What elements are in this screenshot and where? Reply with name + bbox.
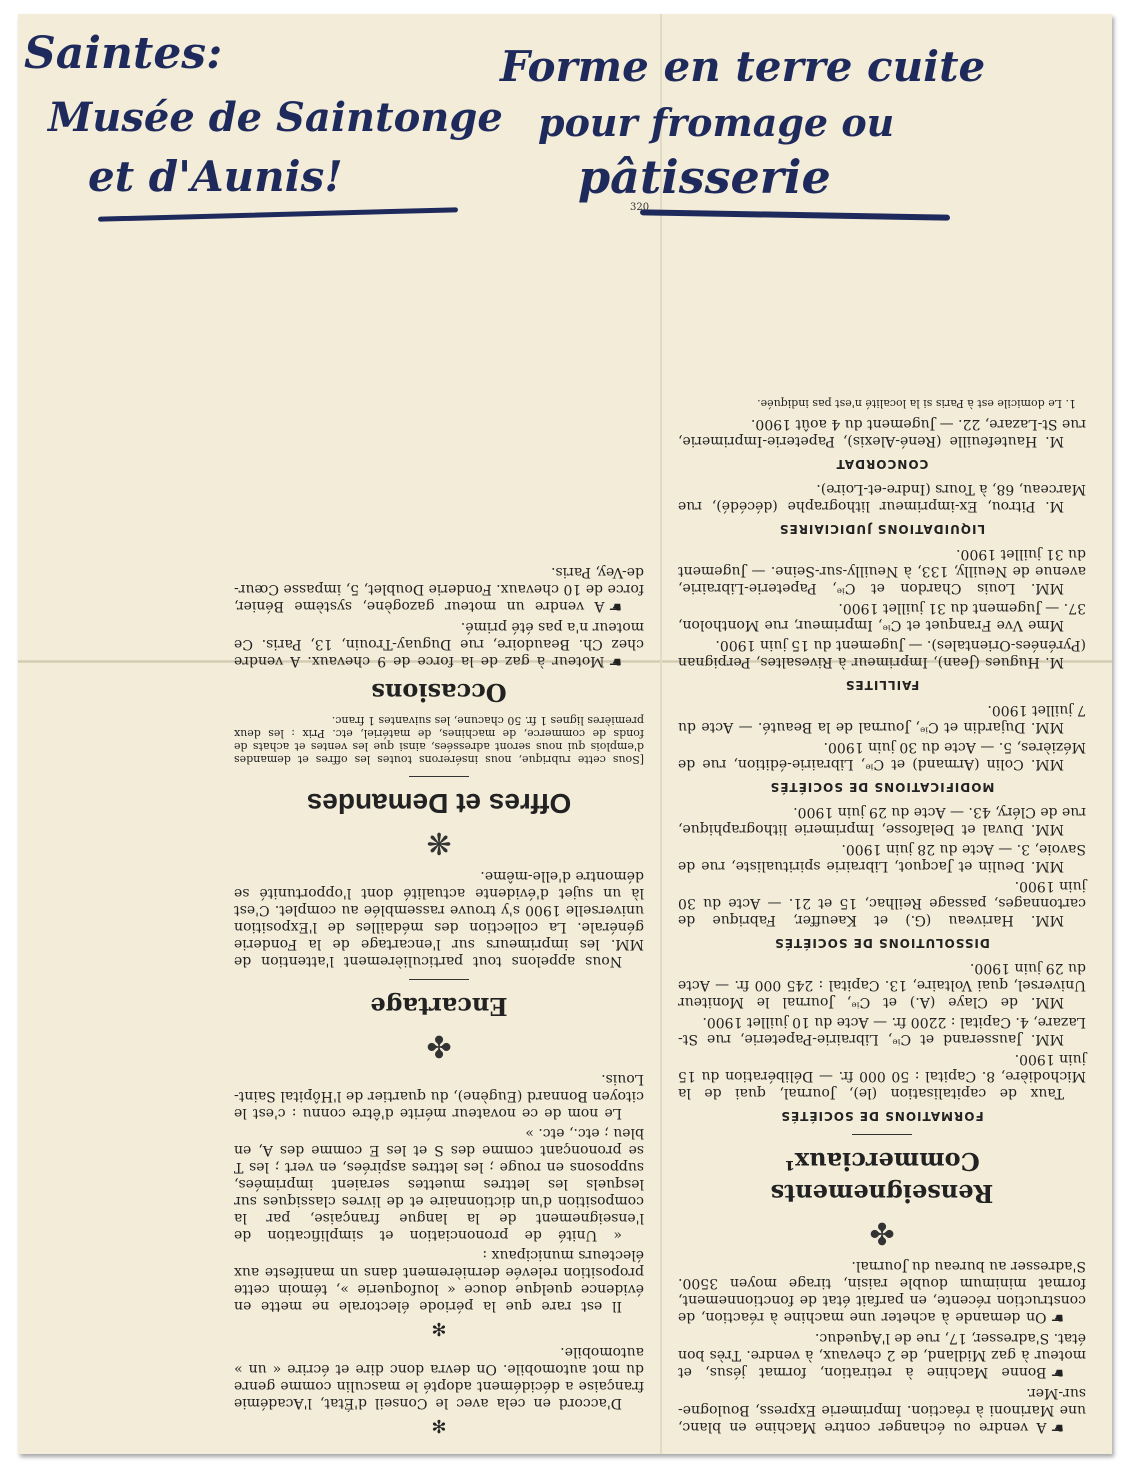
pointing-hand-icon: ☛ [1050, 1364, 1064, 1382]
occasions-heading: Occasions [371, 678, 507, 707]
list-item: MM. Colin (Armand) et Cⁱᵉ, Librairie-édition, rue de Mézières, 5. — Acte du 30 juin 1900. [678, 739, 1086, 772]
divider [852, 1134, 912, 1135]
list-item: M. Hugues (Jean), Imprimeur à Rivesaltes, Perpignan (Pyrénées-Orientales). — Jugement du 15 juin 1900. [678, 637, 1086, 670]
handwriting-fromage: pour fromage ou [538, 100, 895, 145]
handwriting-forme: Forme en terre cuite [500, 42, 986, 91]
ad-entry: ☛On demande à acheter une machine à réaction, de construction récente, en parfait état de fonctionnement, format minimum double raisin, tirage moyen 3500. S'adresser au bureau du Journal. [678, 1258, 1086, 1327]
divider [409, 979, 469, 980]
offres-note: [Sous cette rubrique, nous insérerons toutes les offres et demandes d'emplois qui nous seront adressées, ainsi que les ventes et achats de fonds de commerce, de machines, de matériel, etc. Prix : les deux premières lignes 1 fr. 50 chacune, les suivantes 1 franc. [234, 714, 644, 766]
offres-heading: Offres et Demandes [306, 788, 572, 819]
handwriting-aunis: et d'Aunis! [88, 152, 343, 201]
section-title: FORMATIONS DE SOCIÉTÉS [780, 1109, 984, 1123]
paragraph-encartage: Nous appelons tout particulièrement l'attention de MM. les imprimeurs sur l'encartage de la Fonderie générale. La collection des médailles de l'Exposition universelle 1900 s'y trouve rassemblée au complet. C'est là un sujet d'évidente actualité dont l'opportunité se démontre d'elle-même. [234, 868, 644, 969]
renseignements-heading: Renseignements Commerciaux¹ [770, 1147, 994, 1208]
list-item: Taux de capitalisation (le), Journal, quai de la Michodière, 8. Capital : 50 000 fr. — Délibération du 15 juin 1900. [678, 1051, 1086, 1101]
footnote: 1. Le domicile est à Paris si la localité n'est pas indiquée. [757, 397, 1076, 410]
page-number: 320 [630, 202, 650, 213]
printed-page-rotated [18, 14, 1112, 1454]
section-title: MODIFICATIONS DE SOCIÉTÉS [769, 780, 995, 794]
pointing-hand-icon: ☛ [1050, 1419, 1064, 1437]
asterism-ornament-icon: ❋ [426, 825, 452, 860]
list-item: MM. Deulin et Jacquot, Librairie spiritualiste, rue de Savoie, 3. — Acte du 28 juin 1900. [678, 841, 1086, 874]
asterism-icon: ✻ [431, 1415, 447, 1436]
pointing-hand-icon: ☛ [608, 653, 622, 671]
left-printed-column [678, 392, 1086, 1436]
section-title: LIQUIDATIONS JUDICIAIRES [778, 522, 986, 536]
handwriting-saintes: Saintes: [24, 28, 223, 79]
asterism-icon: ✻ [431, 1318, 447, 1339]
list-item: MM. Hariveau (G.) et Kaeuffer, Fabrique de cartonnages, passage Reilhac, 15 et 21. — Acte du 30 juin 1900. [678, 878, 1086, 928]
list-item: MM. Duval et Delafosse, Imprimerie lithographique, rue de Cléry, 43. — Acte du 29 juin 1900. [678, 804, 1086, 837]
paragraph-quote: « Unité de prononciation et simplification de l'enseignement de la langue française, par la composition d'un dictionnaire et de livres classiques sur lesquels les lettres muettes seraient imprimées, supposons en rouge ; les lettres aspirées, en vert ; les T se prononçant comme des S et les E comme des A, en bleu ; etc., etc. » [234, 1125, 644, 1243]
right-printed-column [234, 560, 644, 1440]
pointing-hand-icon: ☛ [1050, 1309, 1064, 1327]
clover-ornament-icon: ✤ [426, 1028, 452, 1063]
ad-entry: ☛Moteur à gaz de la force de 9 chevaux. A vendre chez Ch. Beaudoire, rue Duguay-Trouin, 13, Paris. Ce moteur n'a pas été primé. [234, 619, 644, 671]
list-item: M. Hautefeuille (René-Alexis), Papeterie-Imprimerie, rue St-Lazare, 22. — Jugement du 4 août 1900. [678, 416, 1086, 449]
pointing-hand-icon: ☛ [608, 598, 622, 616]
list-item: MM. Dujardin et Cⁱᵉ, Journal de la Beauté. — Acte du 7 juillet 1900. [678, 702, 1086, 735]
section-title: CONCORDAT [835, 457, 929, 471]
list-item: MM. de Claye (A.) et Cⁱᵉ, Journal le Moniteur Universel, quai Voltaire, 13. Capital : 245 000 fr. — Acte du 29 juin 1900. [678, 960, 1086, 1010]
list-item: MM. Jausserand et Cⁱᵉ, Librairie-Papeterie, rue St-Lazare, 4. Capital : 2200 fr. — Acte du 10 juillet 1900. [678, 1014, 1086, 1047]
list-item: MM. Louis Chardon et Cⁱᵉ, Papeterie-Librairie, avenue de Neuilly, 133, à Neuilly-sur-Seine. — Jugement du 31 juillet 1900. [678, 546, 1086, 596]
list-item: Mme Vve Franquet et Cⁱᵉ, Imprimeur, rue Montholon, 37. — Jugement du 31 juillet 1900. [678, 600, 1086, 633]
divider [409, 776, 469, 777]
handwriting-musee: Musée de Saintonge [48, 94, 503, 141]
ad-entry: ☛A vendre un moteur gazogène, système Bénier, force de 10 chevaux. Fonderie Doublet, 5, impasse Cœur-de-Vey, Paris. [234, 564, 644, 616]
encartage-heading: Encartage [370, 992, 508, 1021]
ad-entry: ☛Bonne Machine à retiration, format jésus, et moteur à gaz Midland, de 2 chevaux, à vendre. Très bon état. S'adresser, 17, rue de l'Aqueduc. [678, 1330, 1086, 1382]
paragraph-automobile: D'accord en cela avec le Conseil d'État, l'Académie française a décidément adopté le masculin comme genre du mot automobile. On devra donc dire et écrire « un » automobile. [234, 1344, 644, 1411]
list-item: M. Pitrou, Ex-imprimeur lithographe (décédé), rue Marceau, 68, à Tours (Indre-et-Loire). [678, 481, 1086, 514]
handwriting-patisserie: pâtisserie [578, 150, 831, 204]
paper-sheet [18, 14, 1112, 1454]
section-title: FAILLITES [844, 678, 920, 692]
clover-ornament-icon: ✤ [869, 1215, 895, 1250]
paragraph-election: Il est rare que la période électorale ne mette en évidence quelque douce « loufoquerie », témoin cette proposition relevée dernièrement dans un manifeste aux électeurs municipaux : [234, 1247, 644, 1314]
ad-entry: ☛A vendre ou échanger contre Machine en blanc, une Marinoni à réaction. Imprimerie Express, Boulogne-sur-Mer. [678, 1385, 1086, 1437]
paragraph-author: Le nom de ce novateur mérite d'être connu : c'est le citoyen Bonnard (Eugène), du quartier de l'Hôpital Saint-Louis. [234, 1071, 644, 1121]
section-title: DISSOLUTIONS DE SOCIÉTÉS [774, 936, 990, 950]
